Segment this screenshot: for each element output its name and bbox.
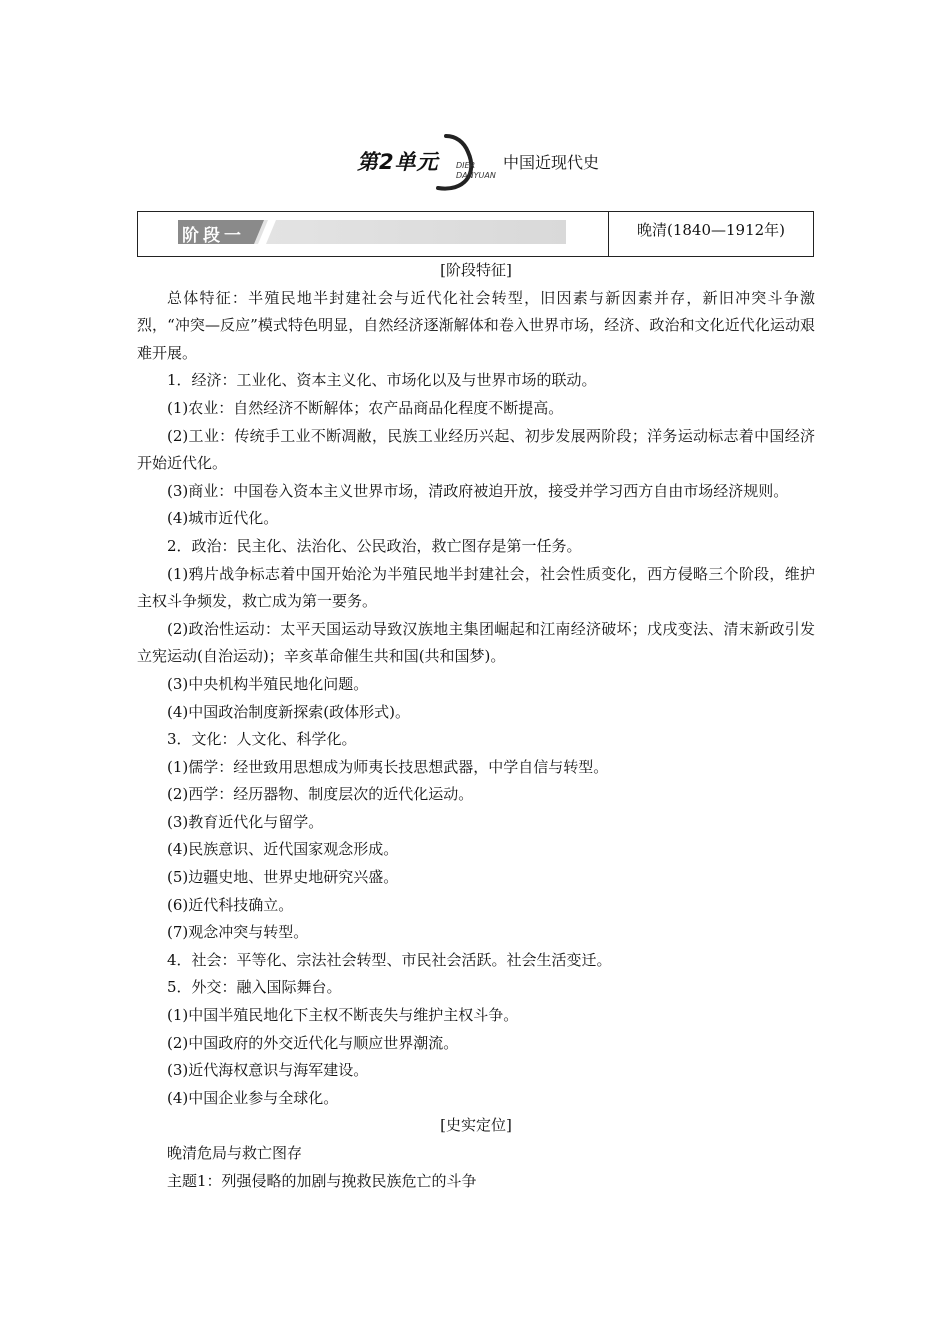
paragraph: (1)鸦片战争标志着中国开始沦为半殖民地半封建社会，社会性质变化，西方侵略三个阶段，维护主权斗争频发，救亡成为第一要务。 — [137, 564, 815, 611]
paragraph: 1．经济：工业化、资本主义化、市场化以及与世界市场的联动。 — [167, 371, 597, 390]
paragraph: (6)近代科技确立。 — [167, 895, 294, 914]
paragraph: (1)儒学：经世致用思想成为师夷长技思想武器，中学自信与转型。 — [167, 757, 609, 776]
paragraph: (3)教育近代化与留学。 — [167, 812, 324, 831]
paragraph: (2)工业：传统手工业不断凋敝，民族工业经历兴起、初步发展两阶段；洋务运动标志着中国经济开始近代化。 — [137, 426, 815, 473]
paragraph: (3)中央机构半殖民地化问题。 — [167, 674, 369, 693]
paragraph: (4)城市近代化。 — [167, 509, 279, 528]
document-body — [137, 257, 815, 1195]
stage-label: 阶段一 — [182, 226, 245, 246]
stage-box — [137, 211, 814, 257]
paragraph: (3)近代海权意识与海军建设。 — [167, 1061, 369, 1080]
paragraph: (4)中国企业参与全球化。 — [167, 1088, 339, 1107]
unit-subtitle: 中国近现代史 — [503, 153, 600, 172]
paragraph: 3．文化：人文化、科学化。 — [167, 730, 357, 749]
unit-pinyin-line2: DANYUAN — [456, 171, 496, 180]
paragraph: 5．外交：融入国际舞台。 — [167, 978, 342, 997]
paragraph: (2)中国政府的外交近代化与顺应世界潮流。 — [167, 1033, 459, 1052]
paragraph: (1)农业：自然经济不断解体；农产品商品化程度不断提高。 — [167, 398, 564, 417]
unit-title: 第2单元 — [357, 150, 439, 174]
paragraph: (2)政治性运动：太平天国运动导致汉族地主集团崛起和江南经济破坏；戊戌变法、清末新政引发立宪运动(自治运动)；辛亥革命催生共和国(共和国梦)。 — [137, 619, 815, 666]
paragraph: (7)观念冲突与转型。 — [167, 923, 309, 942]
section-heading-features: [阶段特征] — [440, 261, 512, 279]
paragraph: 2．政治：民主化、法治化、公民政治，救亡图存是第一任务。 — [167, 536, 582, 555]
paragraph: (1)中国半殖民地化下主权不断丧失与维护主权斗争。 — [167, 1006, 519, 1025]
paragraph: (4)民族意识、近代国家观念形成。 — [167, 840, 399, 859]
paragraph: 总体特征：半殖民地半封建社会与近代化社会转型，旧因素与新因素并存，新旧冲突斗争激烈，“冲突—反应”模式特色明显，自然经济逐渐解体和卷入世界市场，经济、政治和文化近代化运动艰难开展。 — [137, 288, 815, 362]
unit-pinyin — [456, 161, 496, 181]
paragraph: (4)中国政治制度新探索(政体形式)。 — [167, 702, 410, 721]
unit-pinyin-line1: DIER — [456, 161, 476, 170]
stage-period: 晚清(1840—1912年) — [636, 221, 786, 239]
section-title: 晚清危局与救亡图存 — [167, 1144, 303, 1162]
unit-header — [0, 128, 950, 198]
section-theme: 主题1：列强侵略的加剧与挽救民族危亡的斗争 — [167, 1171, 477, 1190]
paragraph: 4．社会：平等化、宗法社会转型、市民社会活跃。社会生活变迁。 — [167, 950, 612, 969]
paragraph: (2)西学：经历器物、制度层次的近代化运动。 — [167, 785, 474, 804]
paragraph: (5)边疆史地、世界史地研究兴盛。 — [167, 868, 399, 887]
section-heading-facts: [史实定位] — [440, 1116, 512, 1135]
paragraph: (3)商业：中国卷入资本主义世界市场，清政府被迫开放，接受并学习西方自由市场经济规则。 — [167, 481, 789, 500]
